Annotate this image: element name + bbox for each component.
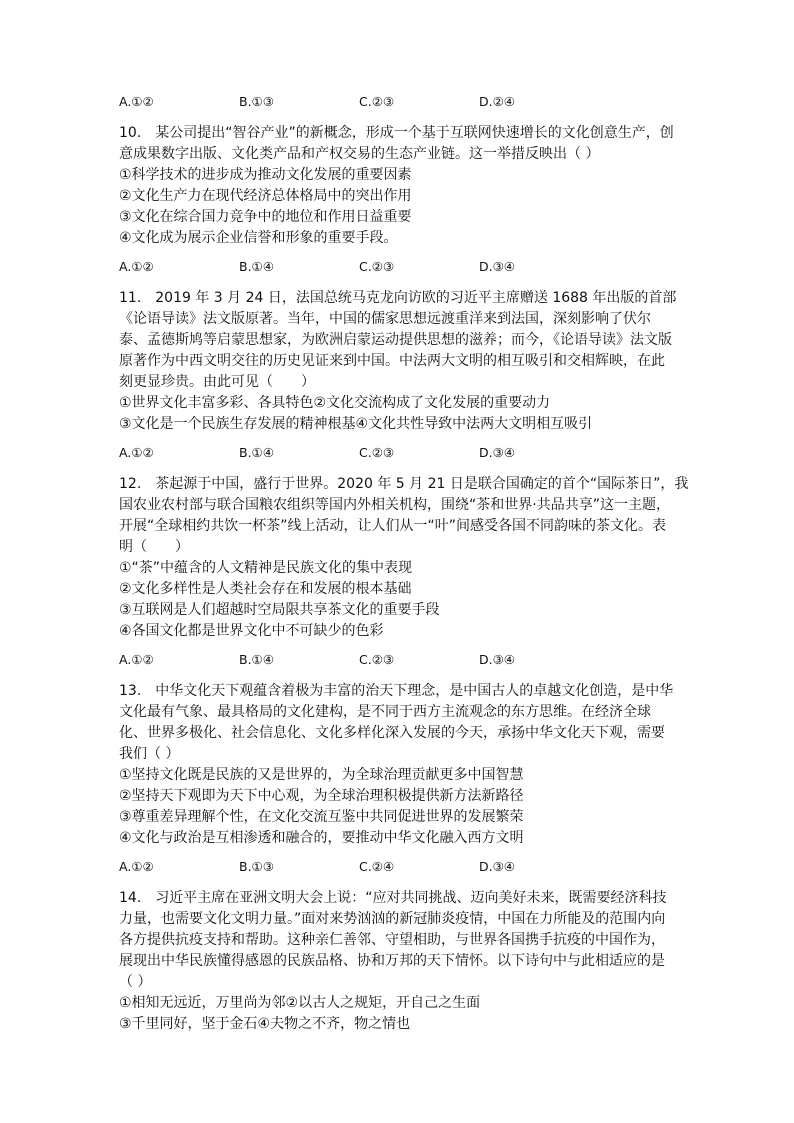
question-line: 文化最有气象、最具格局的文化建构，是不同于西方主流观念的东方思维。在经济全球 — [119, 704, 651, 720]
statement-line: ③千里同好，坚于金石④夫物之不齐，物之情也 — [119, 1016, 411, 1032]
statement-line: ①世界文化丰富多彩、各具特色②文化交流构成了文化发展的重要动力 — [119, 395, 551, 411]
statement-line: ③互联网是人们超越时空局限共享茶文化的重要手段 — [119, 602, 440, 618]
question-line: 力量，也需要文化文明力量。”面对来势汹汹的新冠肺炎疫情，中国在力所能及的范围内向 — [119, 911, 666, 927]
statement-line: ④各国文化都是世界文化中不可缺少的色彩 — [119, 623, 384, 639]
question-line: 化、世界多极化、社会信息化、文化多样化深入发展的今天，承扬中华文化天下观，需要 — [119, 725, 665, 741]
document-page — [119, 92, 689, 1035]
option-d: D.③④ — [479, 445, 516, 460]
question-14 — [119, 888, 679, 1035]
option-b: B.①③ — [239, 859, 274, 874]
statement-line: ①科学技术的进步成为推动文化发展的重要因素 — [119, 167, 412, 183]
question-line: （ ） — [119, 974, 152, 990]
question-line: 《论语导读》法文版原著。当年，中国的儒家思想远渡重洋来到法国，深刻影响了伏尔 — [119, 311, 651, 327]
options-row — [119, 443, 679, 463]
statement-line: ③尊重差异理解个性，在文化交流互鉴中共同促进世界的发展繁荣 — [119, 809, 524, 825]
statement-line: ①“茶”中蕴含的人文精神是民族文化的集中表现 — [119, 560, 413, 576]
option-a: A.①② — [119, 652, 154, 667]
question-line: 10. 某公司提出“智谷产业”的新概念，形成一个基于互联网快速增长的文化创意生产，创 — [119, 125, 674, 141]
statement-line: ①坚持文化既是民族的又是世界的，为全球治理贡献更多中国智慧 — [119, 767, 524, 783]
options-row — [119, 650, 679, 670]
option-c: C.②④ — [359, 859, 395, 874]
question-line: 原著作为中西文明交往的历史见证来到中国。中法两大文明的相互吸引和交相辉映，在此 — [119, 353, 665, 369]
option-b: B.①④ — [239, 652, 274, 667]
option-a: A.①② — [119, 859, 154, 874]
option-a: A.①② — [119, 94, 154, 109]
statement-line: ③文化在综合国力竞争中的地位和作用日益重要 — [119, 209, 412, 225]
question-12 — [119, 474, 689, 681]
question-10 — [119, 123, 679, 288]
option-d: D.③④ — [479, 859, 516, 874]
question-11 — [119, 288, 679, 474]
option-b: B.①③ — [239, 94, 274, 109]
question-line: 泰、孟德斯鸠等启蒙思想家，为欧洲启蒙运动提供思想的滋养；而今，《论语导读》法文版 — [119, 332, 672, 348]
question-line: 刻更显珍贵。由此可见（ ） — [119, 374, 315, 390]
question-line: 我们（ ） — [119, 746, 180, 762]
option-c: C.②③ — [359, 259, 395, 274]
option-d: D.③④ — [479, 259, 516, 274]
option-d: D.②④ — [479, 94, 516, 109]
question-line: 12. 茶起源于中国，盛行于世界。2020 年 5 月 21 日是联合国确定的首个“国际茶日”，我 — [119, 476, 689, 492]
statement-line: ②文化多样性是人类社会存在和发展的根本基础 — [119, 581, 412, 597]
option-a: A.①② — [119, 445, 154, 460]
statement-line: ④文化成为展示企业信誉和形象的重要手段。 — [119, 230, 398, 246]
options-row — [119, 857, 679, 877]
options-row — [119, 257, 679, 277]
statement-line: ②文化生产力在现代经济总体格局中的突出作用 — [119, 188, 412, 204]
option-b: B.①④ — [239, 259, 274, 274]
option-a: A.①② — [119, 259, 154, 274]
question-13 — [119, 681, 679, 888]
option-c: C.②③ — [359, 94, 395, 109]
option-d: D.③④ — [479, 652, 516, 667]
option-b: B.①④ — [239, 445, 274, 460]
statement-line: ④文化与政治是互相渗透和融合的，要推动中华文化融入西方文明 — [119, 830, 524, 846]
question-line: 展现出中华民族懂得感恩的民族品格、协和万邦的天下情怀。以下诗句中与此相适应的是 — [119, 953, 665, 969]
options-row-q9 — [119, 92, 679, 112]
question-line: 各方提供抗疫支持和帮助。这种亲仁善邻、守望相助，与世界各国携手抗疫的中国作为， — [119, 932, 665, 948]
statement-line: ③文化是一个民族生存发展的精神根基④文化共性导致中法两大文明相互吸引 — [119, 416, 593, 432]
statement-line: ②坚持天下观即为天下中心观，为全球治理积极提供新方法新路径 — [119, 788, 524, 804]
question-line: 明（ ） — [119, 539, 189, 555]
question-line: 开展“全球相约共饮一杯茶”线上活动，让人们从一“叶”间感受各国不同韵味的茶文化。表 — [119, 518, 667, 534]
question-line: 11. 2019 年 3 月 24 日，法国总统马克龙向访欧的习近平主席赠送 1688 年出版的首部 — [119, 290, 677, 306]
option-c: C.②③ — [359, 652, 395, 667]
statement-line: ①相知无远近，万里尚为邻②以古人之规矩，开自己之生面 — [119, 995, 481, 1011]
question-line: 意成果数字出版、文化类产品和产权交易的生态产业链。这一举措反映出（ ） — [119, 146, 600, 162]
question-line: 国农业农村部与联合国粮农组织等国内外相关机构，围绕“茶和世界·共品共享”这一主题， — [119, 497, 670, 513]
question-line: 14. 习近平主席在亚洲文明大会上说：“应对共同挑战、迈向美好未来，既需要经济科技 — [119, 890, 667, 906]
question-line: 13. 中华文化天下观蕴含着极为丰富的治天下理念，是中国古人的卓越文化创造，是中华 — [119, 683, 674, 699]
option-c: C.②③ — [359, 445, 395, 460]
